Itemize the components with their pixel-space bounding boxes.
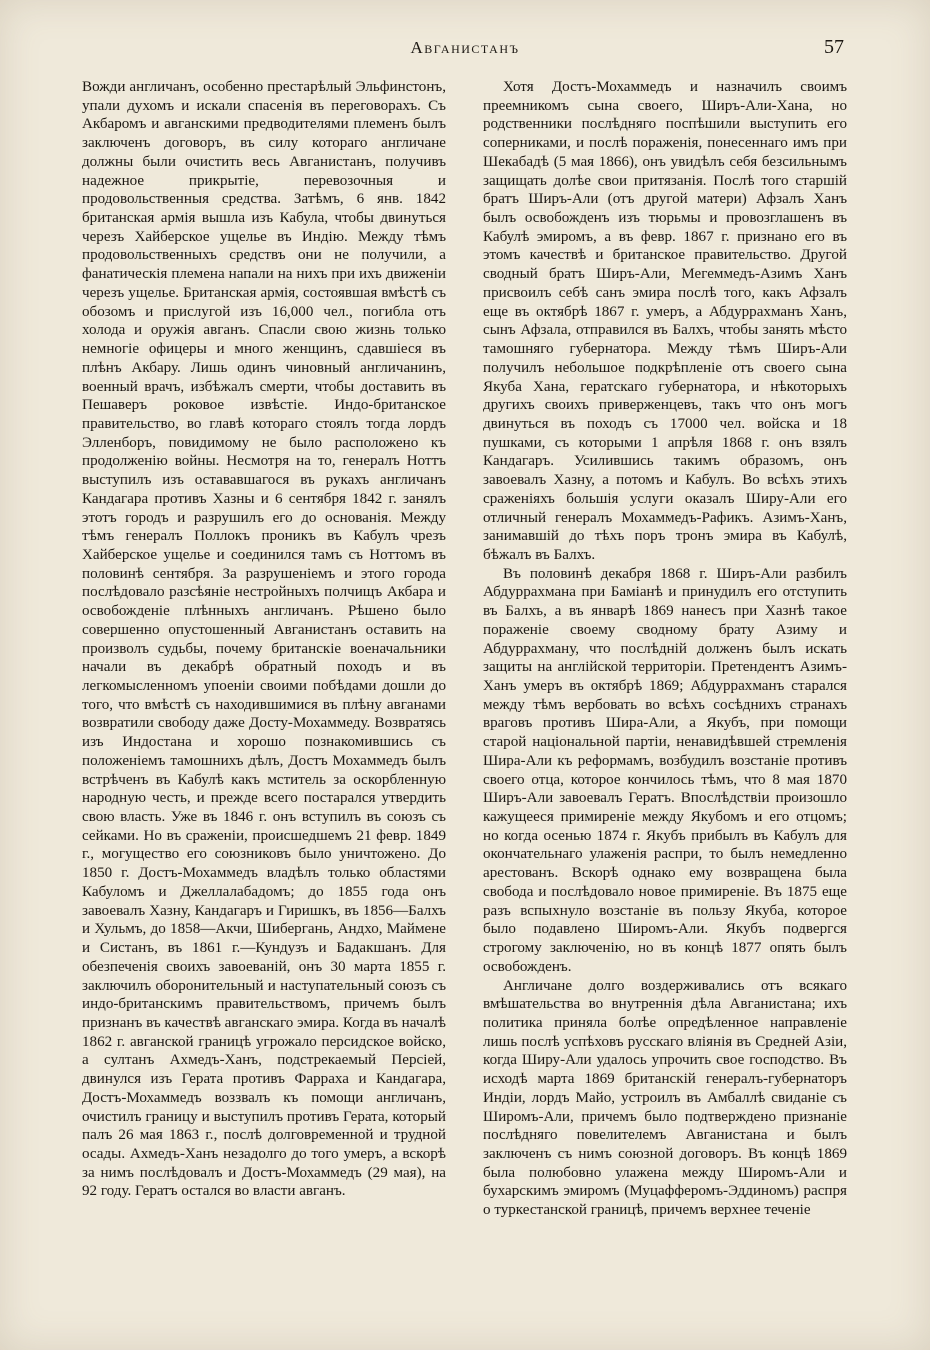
right-paragraph-3: Англичане долго воздерживались отъ всякаго вмѣшательства во внутреннія дѣла Авганистана; ихъ политика приняла болѣе опредѣленное направленіе лишь послѣ успѣховъ русскаго вліянія въ Средней Азіи, когда Ширу-Али удалось упрочить свое господство. Въ исходѣ марта 1869 британскій генералъ-губернаторъ Индіи, лордъ Майо, устроилъ въ Амбаллѣ свиданіе съ Широмъ-Али, причемъ было подтверждено признаніе послѣдняго повелителемъ Авганистана и былъ заключенъ съ нимъ союзной договоръ. Въ концѣ 1869 была полюбовно улажена между Широмъ-Али и бухарскимъ эмиромъ (Муцафферомъ-Эддиномъ) распря о туркестанской границѣ, причемъ верхнее теченіе — [483, 977, 847, 1219]
running-title: Авганистанъ — [410, 38, 520, 57]
left-paragraph-1: Вожди англичанъ, особенно престарѣлый Эльфинстонъ, упали духомъ и искали спасенія въ переговорахъ. Съ Акбаромъ и авганскими предводителями племенъ былъ заключенъ договоръ, въ силу котораго англичане должны были очистить весь Авганистанъ, получивъ надежное прикрытіе, перевозочныя и продовольственныя средства. Затѣмъ, 6 янв. 1842 британская армія вышла изъ Кабула, чтобы двинуться черезъ Хайберское ущелье въ Индію. Между тѣмъ продовольственныхъ средствъ они не получили, а фанатическія племена напали на нихъ при ихъ движеніи черезъ ущелье. Британская армія, состоявшая вмѣстѣ съ обозомъ и прислугой изъ 16,000 чел., погибла отъ холода и оружія авганъ. Спасли свою жизнь только немногіе офицеры и много женщинъ, сдавшіеся въ плѣнъ Акбару. Лишь одинъ чиновный англичанинъ, военный врачъ, избѣжалъ смерти, чтобы доставить въ Пешаверъ роковое извѣстіе. Индо-британское правительство, во главѣ котораго стоялъ тогда лордъ Элленборъ, повидимому не было расположено къ продолженію войны. Несмотря на то, генералъ Ноттъ выступилъ изъ остававшагося въ рукахъ англичанъ Кандагара противъ Хазны и 6 сентября 1842 г. занялъ этотъ городъ и разрушилъ его до основанія. Между тѣмъ генералъ Поллокъ проникъ въ Кабулъ чрезъ Хайберское ущелье и соединился тамъ съ Ноттомъ въ половинѣ сентября. За разрушеніемъ и этого города послѣдовало разсѣяніе нестройныхъ полчищъ Акбара и освобожденіе плѣнныхъ англичанъ. Рѣшено было совершенно опустошенный Авганистанъ оставить на произволъ судьбы, почему британскіе военачальники начали въ декабрѣ обратный походъ и въ легкомысленномъ упоеніи своими побѣдами дошли до того, что вмѣстѣ съ находившимися въ плѣну авганами возвратили свободу даже Досту-Мохаммеду. Возвратясь изъ Индостана и хорошо познакомившись съ положеніемъ тамошнихъ дѣлъ, Достъ Мохаммедъ былъ встрѣченъ въ Кабулѣ какъ мститель за оскорбленную народную честь, и прежде всего постарался утвердить свою власть. Уже въ 1846 г. онъ вступилъ въ союзъ съ сейками. Но въ сраженіи, происшедшемъ 21 февр. 1849 г., могущество его союзниковъ было уничтожено. До 1850 г. Достъ-Мохаммедъ владѣлъ только областями Кабуломъ и Джеллалабадомъ; до 1855 года онъ завоевалъ Хазну, Кандагаръ и Гиришкъ, въ 1856—Балхъ и Хульмъ, до 1858—Акчи, Шибергань, Андхо, Маймене и Систанъ, въ 1861 г.—Кундузъ и Бадакшанъ. Для обезпеченія своихъ завоеваній, онъ 30 марта 1855 г. заключилъ оборонительный и наступательный союзъ съ индо-британскимъ правительствомъ, причемъ былъ признанъ въ качествѣ авганскаго эмира. Когда въ началѣ 1862 г. авганской границѣ угрожало персидское войско, а султанъ Ахмедъ-Ханъ, подстрекаемый Персіей, двинулся изъ Герата противъ Фарраха и Кандагара, Достъ-Мохаммедъ воззвалъ къ помощи англичанъ, очистилъ границу и выступилъ противъ Герата, который палъ 26 мая 1863 г., послѣ долговременной и трудной осады. Ахмедъ-Ханъ незадолго до того умеръ, а вскорѣ за нимъ послѣдовалъ и Достъ-Мохаммедъ (29 мая), на 92 году. Гератъ остался во власти авганъ. — [82, 79, 446, 1200]
right-paragraph-2: Въ половинѣ декабря 1868 г. Ширъ-Али разбилъ Абдуррахмана при Баміанѣ и принудилъ его отступить въ Балхъ, а въ январѣ 1869 нанесъ при Хазнѣ такое пораженіе своему сводному брату Азиму и Абдуррахману, что послѣдній долженъ былъ искать защиты на англійской территоріи. Претендентъ Азимъ-Ханъ умеръ въ октябрѣ 1869; Абдуррахманъ старался между тѣмъ вербовать во всѣхъ сосѣднихъ странахъ враговъ противъ Шира-Али, а Якубъ, при помощи старой національной партіи, ненавидѣвшей стремленія Шира-Али къ реформамъ, возбудилъ возстаніе противъ своего отца, которое кончилось тѣмъ, что 8 мая 1870 Ширъ-Али завоевалъ Гератъ. Впослѣдствіи произошло кажущееся примиреніе между Якубомъ и его отцомъ; но когда осенью 1874 г. Якубъ прибылъ въ Кабулъ для окончательнаго улаженія распри, то былъ немедленно арестованъ. Вскорѣ однако ему возвращена была свобода и послѣдовало новое примиреніе. Въ 1875 еще разъ вспыхнуло возстаніе въ пользу Якуба, которое было подавлено Широмъ-Али. Якубъ подвергся строгому заключенію, но въ концѣ 1877 опять былъ освобожденъ. — [483, 565, 847, 975]
left-column — [82, 78, 446, 1201]
right-column — [483, 78, 847, 1220]
page-number: 57 — [824, 36, 844, 58]
right-paragraph-1: Хотя Достъ-Мохаммедъ и назначилъ своимъ преемникомъ сына своего, Ширъ-Али-Хана, но родственники послѣдняго поспѣшили выступить его соперниками, и послѣ пораженія, понесеннаго имъ при Шекабадѣ (5 мая 1866), онъ увидѣлъ себя безсильнымъ защищать долѣе свои притязанія. Послѣ того старшій братъ Ширъ-Али (отъ другой матери) Афзалъ Ханъ былъ освобожденъ изъ тюрьмы и провозглашенъ въ Кабулѣ эмиромъ, а въ февр. 1867 г. признано его въ этомъ качествѣ и британское правительство. Другой сводный братъ Ширъ-Али, Мегеммедъ-Азимъ Ханъ присвоилъ себѣ санъ эмира послѣ того, какъ Афзалъ еще въ октябрѣ 1867 г. умеръ, а Абдуррахманъ Ханъ, сынъ Афзала, отправился въ Балхъ, чтобы занять мѣсто тамошняго губернатора. Между тѣмъ Ширъ-Али получилъ небольшое подкрѣпленіе отъ своего сына Якуба Хана, гератскаго губернатора, и нѣкоторыхъ другихъ своихъ приверженцевъ, такъ что онъ могъ двинуться въ походъ съ 17000 чел. войска и 18 пушками, съ которыми 1 апрѣля 1868 г. онъ взялъ Кандагаръ. Усилившись такимъ образомъ, онъ завоевалъ Хазну, а потомъ и Кабулъ. Во всѣхъ этихъ сраженіяхъ большія услуги оказалъ Ширу-Али его отличный генералъ Мохаммедъ-Рафикъ. Азимъ-Ханъ, занимавшій до тѣхъ поръ тронъ эмира въ Кабулѣ, бѣжалъ въ Балхъ. — [483, 79, 847, 563]
